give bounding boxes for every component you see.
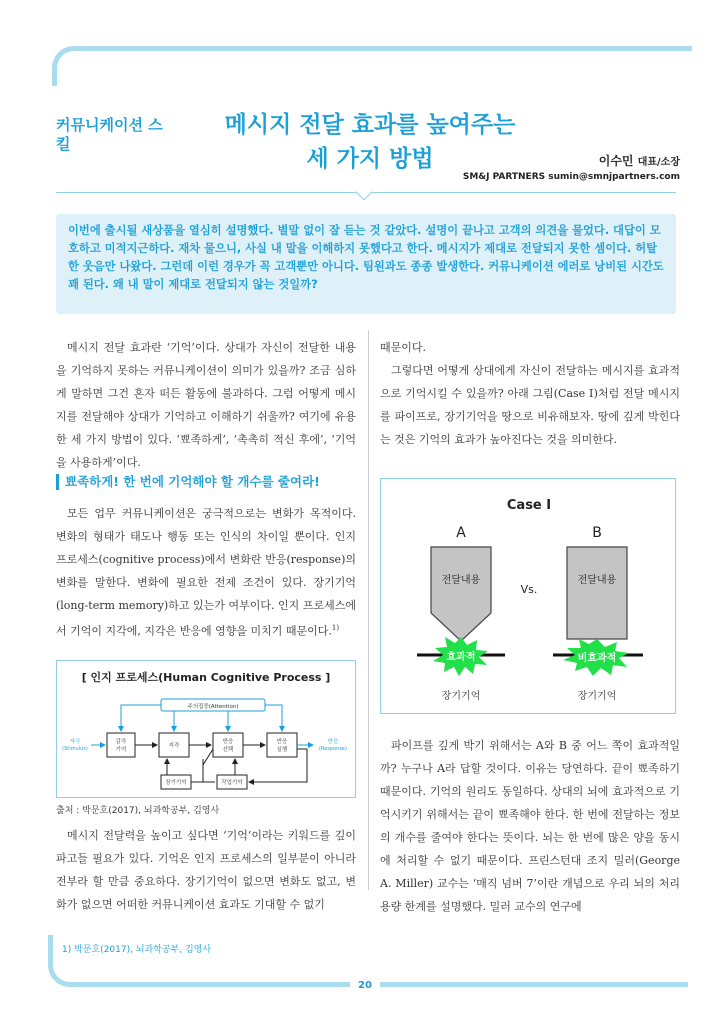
- ineffective-label: 비효과적: [577, 653, 617, 664]
- paragraph-text: 그렇다면 어떻게 상대에게 자신이 전달하는 메시지를 효과적으로 기억시킬 수 있을까? 아래 그림(Case Ⅰ)처럼 전달 메시지를 파이프로, 장기기억을 땅으로 비유해보자. 땅에 깊게 박힌다는 것은 기억의 효과가 높아진다는 것을 의미한다.: [380, 364, 680, 446]
- body-paragraph-2: [56, 502, 356, 643]
- title-line-2: 세 가지 방법: [306, 146, 434, 172]
- pipe-b-label: 전달내용: [577, 575, 617, 586]
- response-execution-box: [267, 733, 297, 757]
- chevron-down-icon: [356, 184, 373, 201]
- figure-cognitive-process: [56, 660, 356, 798]
- effective-label: 효과적: [446, 652, 476, 663]
- pipe-a: [431, 547, 491, 641]
- author: [599, 152, 680, 169]
- response-select2-label: 선택: [222, 747, 234, 753]
- section-category: 커뮤니케이션 스킬: [56, 116, 163, 153]
- case-title: Case Ⅰ: [506, 498, 552, 513]
- page-number: 20: [350, 980, 380, 991]
- sense-label: 감각: [115, 739, 127, 745]
- decorative-frame-top: [52, 46, 692, 86]
- section-subheading: 뾰족하게! 한 번에 기억해야 할 개수를 줄여라!: [56, 474, 356, 490]
- author-affiliation: SM&J PARTNERS sumin@smnjpartners.com: [462, 172, 680, 182]
- label-b: B: [592, 525, 602, 541]
- response-exec2-label: 실행: [276, 747, 288, 753]
- pipe-b: [567, 547, 627, 639]
- article-title: [190, 108, 550, 176]
- figure-source: 출처 : 박문호(2017), 뇌과학공부, 김영사: [56, 806, 220, 816]
- cognitive-process-diagram: [57, 683, 357, 799]
- footnote-marker[interactable]: 1): [331, 624, 340, 632]
- stimulus-label: 자극: [69, 739, 81, 745]
- response-selection-box: [213, 733, 243, 757]
- paragraph-text: 파이프를 깊게 박기 위해서는 A와 B 중 어느 쪽이 효과적일까? 누구나 A라 답할 것이다. 이유는 당연하다. 끝이 뾰족하기 때문이다. 기억의 원리도 동일하다. 상대의 뇌에 효과적으로 기억시키기 위해서는 끝이 뾰족해야 한다. 한 번에 전달하는 정보의 개수를 줄여야 한다는 뜻이다. 뇌는 한 번에 많은 양을 동시에 처리할 수 없기 때문이다. 프린스턴대 조지 밀러(George A. Miller) 교수는 ‘매직 넘버 7’이란 개념으로 우리 뇌의 처리 용량 한계를 설명했다. 밀러 교수의 연구에: [380, 739, 680, 913]
- title-line-1: 메시지 전달 효과를 높여주는: [224, 112, 516, 138]
- response-en-label: (Response): [319, 746, 347, 752]
- paragraph-text: 메시지 전달력을 높이고 싶다면 ‘기억’이라는 키워드를 깊이 파고들 필요가 있다. 기억은 인지 프로세스의 일부분이 아니라 전부라 할 만큼 중요하다. 장기기억이 없으면 변화도 없고, 변화가 없으면 어떠한 커뮤니케이션 효과도 기대할 수 없기: [56, 829, 356, 911]
- body-column-2-top: [380, 336, 680, 451]
- figure-case-1: [380, 478, 676, 714]
- intro-box: 이번에 출시될 새상품을 열심히 설명했다. 별말 없이 잘 듣는 것 같았다. 설명이 끝나고 고객의 의견을 물었다. 대답이 모호하고 미적지근하다. 재차 물으니, 사실 내 말을 이해하지 못했다고 한다. 메시지가 제대로 전달되지 못한 셈이다. 허탈한 웃음만 나왔다. 그런데 이런 경우가 꼭 고객뿐만 아니다. 팀원과도 종종 발생한다. 커뮤니케이션 에러로 낭비된 시간도 꽤 된다. 왜 내 말이 제대로 전달되지 않는 것일까?: [56, 214, 676, 314]
- response-label: 반응: [327, 739, 339, 745]
- vs-label: Vs.: [520, 583, 538, 596]
- pipe-a-label: 전달내용: [441, 575, 481, 586]
- stimulus-en-label: (Stimulus): [62, 746, 88, 752]
- author-role: 대표/소장: [637, 157, 680, 168]
- paragraph-2-text: 모든 업무 커뮤니케이션은 궁극적으로는 변화가 목적이다. 변화의 형태가 태도나 행동 또는 인식의 차이일 뿐이다. 인지 프로세스(cognitive process)에서 변화란 반응(response)의 변화를 말한다. 변화에 필요한 전제 조건이 있다. 장기기억(long-term memory)하고 있는가 여부이다. 인지 프로세스에서 기억이 지각에, 지각은 반응에 영향을 미치기 때문이다.: [56, 507, 356, 638]
- response-exec-label: 반응: [276, 739, 288, 745]
- paragraph-text: 메시지 전달 효과란 ‘기억’이다. 상대가 자신이 전달한 내용을 기억하지 못하는 커뮤니케이션이 의미가 있을까? 조금 심하게 말하면 그건 혼자 떠든 활동에 불과하다. 그럼 어떻게 메시지를 전달해야 상대가 기억하고 이해하기 쉬울까? 여기에 유용한 세 가지 방법이 있다. ‘뾰족하게’, ‘촉촉히 적신 후에’, ‘기억을 사용하게’이다.: [56, 341, 356, 469]
- ground-label-b: 장기기억: [577, 691, 617, 702]
- body-paragraph-5: [380, 734, 680, 918]
- author-name: 이수민: [598, 154, 634, 168]
- paragraph-continuation: 때문이다.: [380, 341, 427, 354]
- response-select-label: 반응: [222, 739, 234, 745]
- column-divider: [368, 330, 369, 890]
- case-1-diagram: [381, 479, 677, 715]
- paragraph-text: [56, 502, 356, 643]
- sense2-label: 기억: [115, 747, 127, 753]
- footnote: 1) 박문호(2017), 뇌과학공부, 김영사: [62, 945, 212, 955]
- long-term-label: 장기기억: [165, 780, 187, 786]
- sensory-memory-box: [107, 733, 135, 757]
- working-label: 작업기억: [221, 780, 243, 786]
- perception-label: 지각: [168, 743, 180, 749]
- body-paragraph-1: [56, 336, 356, 474]
- figure-title: [ 인지 프로세스(Human Cognitive Process ]: [81, 671, 331, 684]
- attention-label: 주의집중(Attention): [187, 704, 239, 710]
- ground-label-a: 장기기억: [441, 691, 481, 702]
- body-paragraph-3: [56, 824, 356, 916]
- label-a: A: [456, 525, 466, 541]
